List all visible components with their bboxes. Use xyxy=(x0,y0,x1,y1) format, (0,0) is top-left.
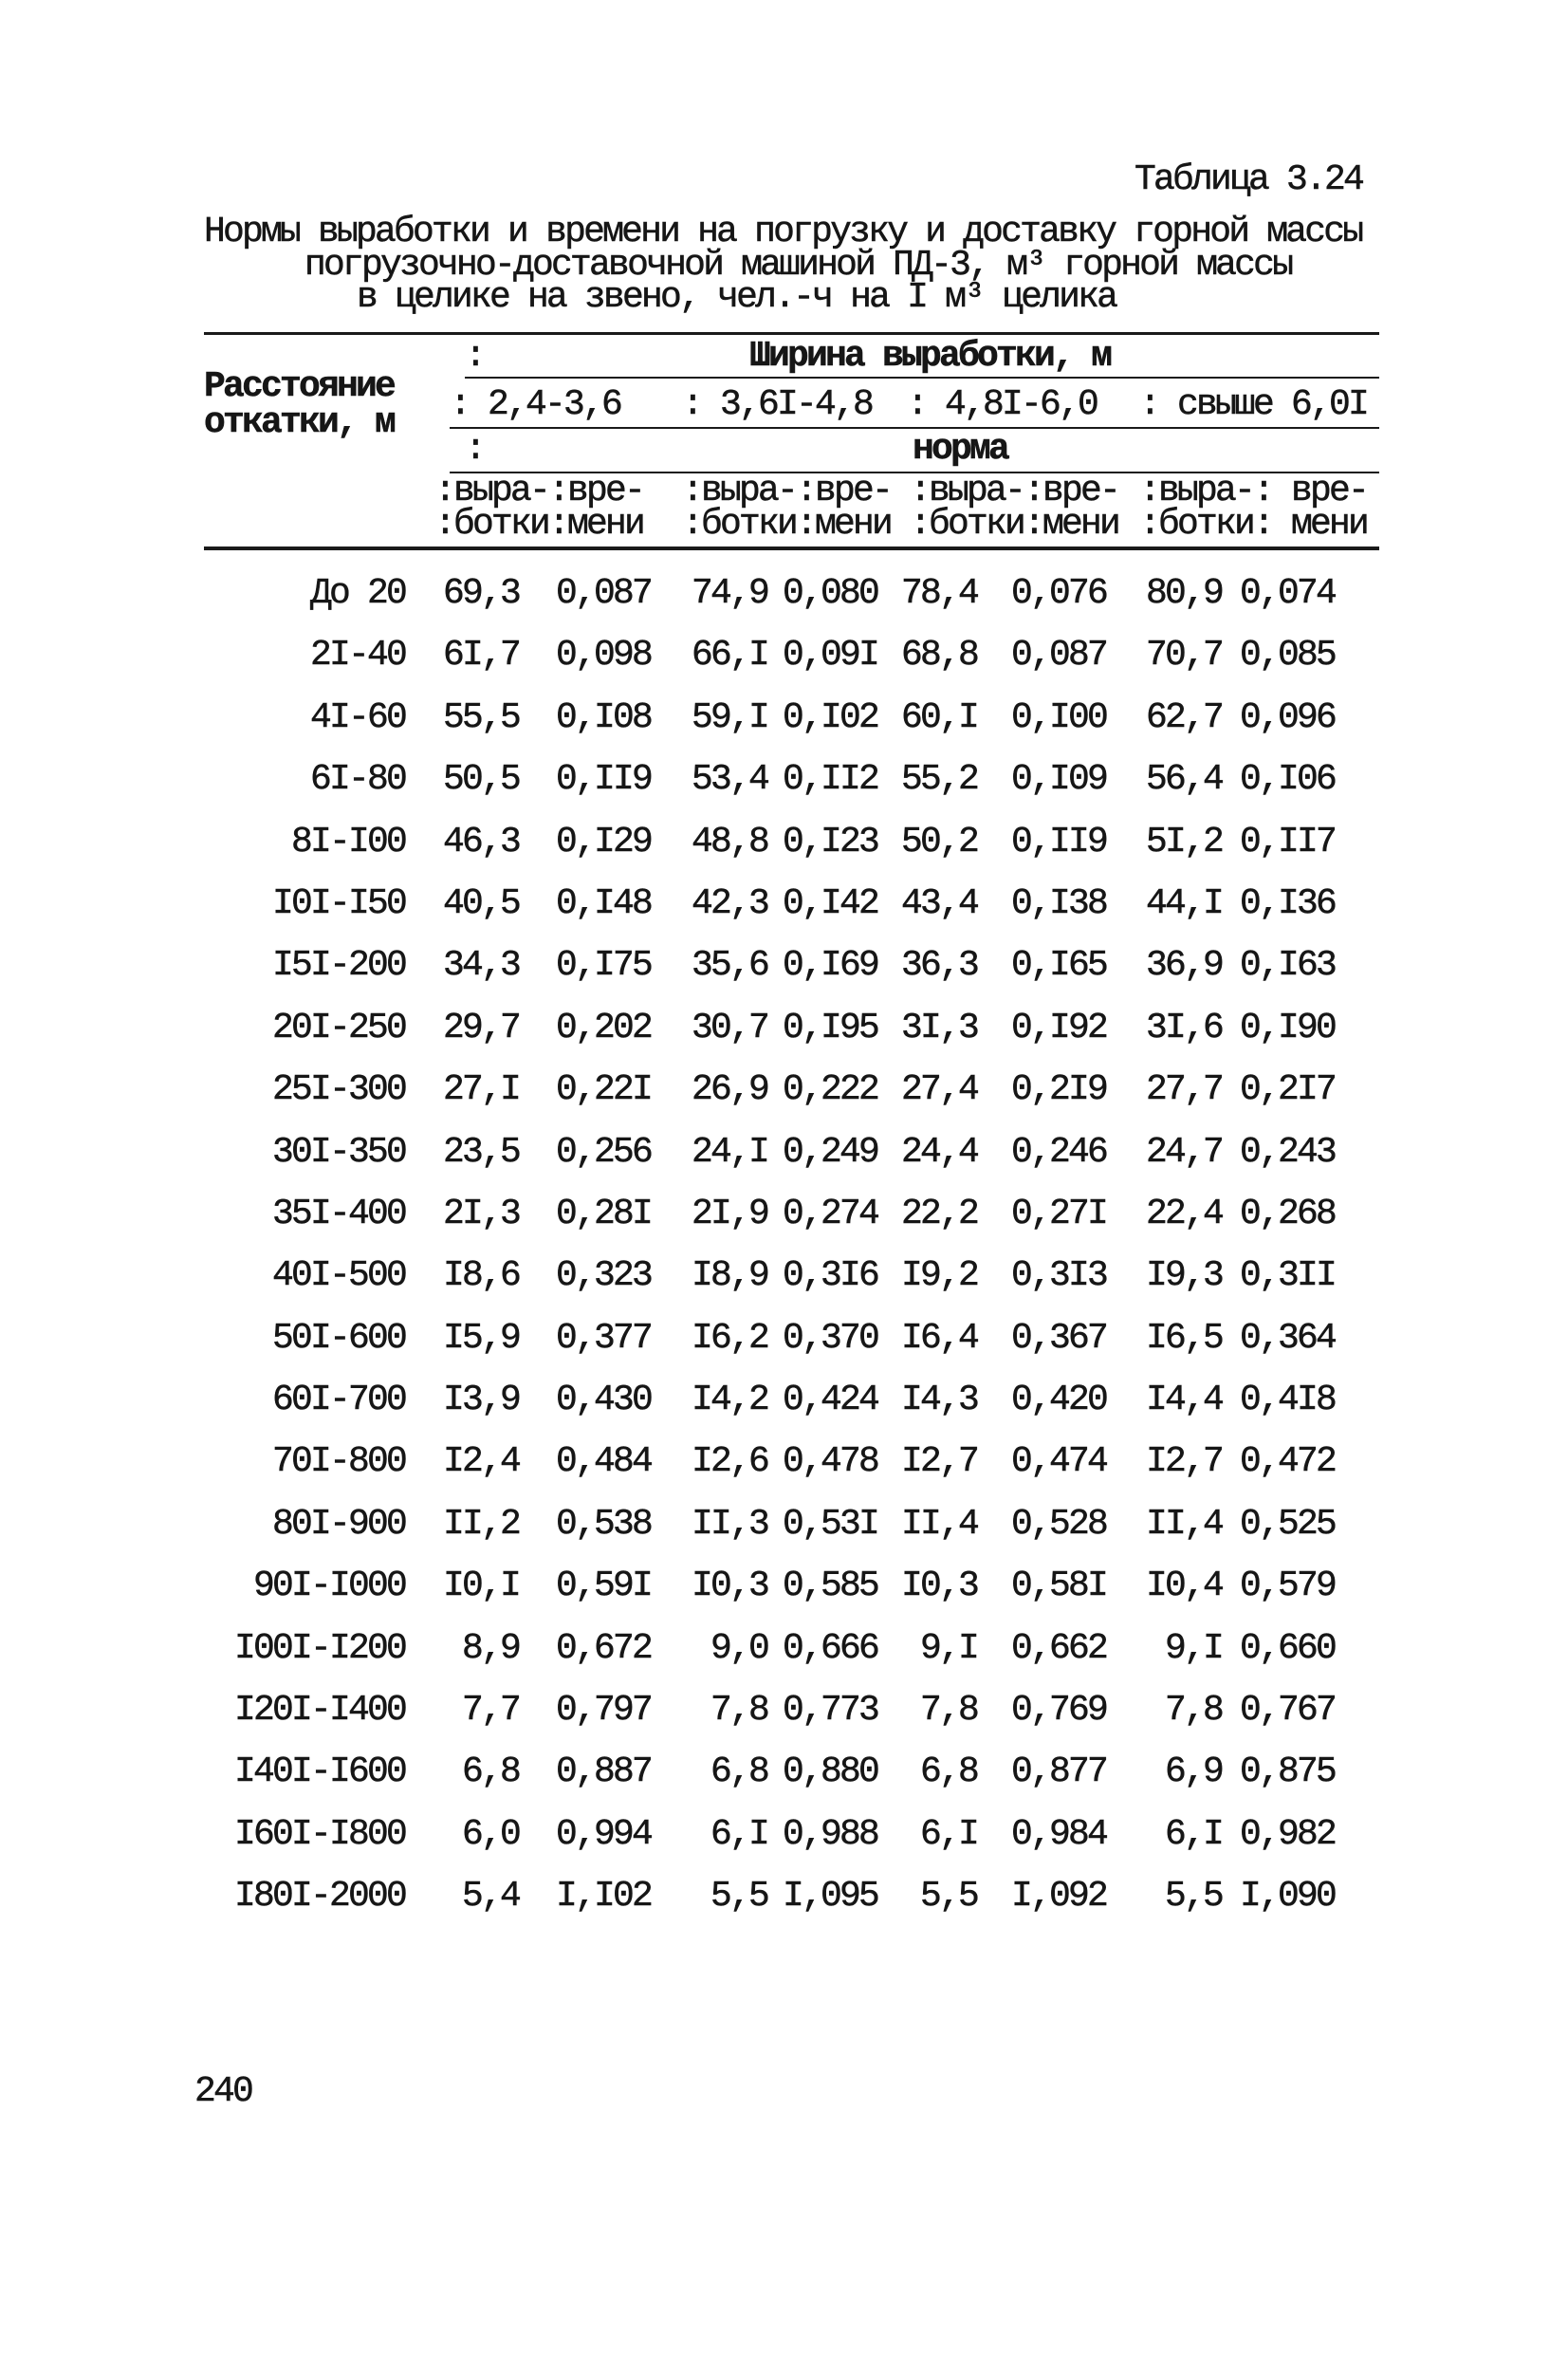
time-norm-cell: 0,249 xyxy=(782,1131,877,1173)
output-norm-cell: 46,3 xyxy=(442,821,519,862)
time-norm-cell: 0,887 xyxy=(555,1751,651,1793)
output-norm-cell: II,3 xyxy=(691,1503,767,1545)
output-norm-cell: 70,7 xyxy=(1145,635,1222,676)
table-row xyxy=(0,637,1568,698)
distance-cell: 8I-I00 xyxy=(290,821,405,862)
output-norm-cell: I4,4 xyxy=(1145,1380,1222,1421)
sub-header-line-2: :ботки:мени xyxy=(682,504,892,545)
time-norm-cell: 0,420 xyxy=(1010,1380,1106,1421)
time-norm-cell: 0,53I xyxy=(782,1503,877,1545)
time-norm-cell: 0,22I xyxy=(555,1069,651,1111)
output-norm-cell: 35,6 xyxy=(691,945,767,987)
time-norm-cell: 0,202 xyxy=(555,1007,651,1048)
table-row xyxy=(0,1627,1568,1692)
time-norm-cell: 0,II9 xyxy=(555,759,651,801)
output-norm-cell: 36,3 xyxy=(900,945,977,987)
time-norm-cell: 0,096 xyxy=(1239,696,1335,738)
output-norm-cell: 26,9 xyxy=(691,1069,767,1111)
time-norm-cell: 0,I75 xyxy=(555,945,651,987)
output-norm-cell: 6,9 xyxy=(1164,1751,1222,1793)
distance-cell: I00I-I200 xyxy=(233,1627,405,1669)
output-norm-cell: 6I,7 xyxy=(442,635,519,676)
output-norm-cell: 43,4 xyxy=(900,882,977,924)
output-norm-cell: 9,I xyxy=(919,1627,977,1669)
time-norm-cell: 0,I92 xyxy=(1010,1007,1106,1048)
distance-cell: I40I-I600 xyxy=(233,1751,405,1793)
table-header-bottom-rule xyxy=(204,547,1379,550)
output-norm-cell: I2,7 xyxy=(900,1441,977,1483)
output-norm-cell: I2,4 xyxy=(442,1441,519,1483)
output-norm-cell: 62,7 xyxy=(1145,696,1222,738)
time-norm-cell: 0,525 xyxy=(1239,1503,1335,1545)
output-norm-cell: 6,I xyxy=(1164,1813,1222,1855)
output-norm-cell: I6,4 xyxy=(900,1317,977,1359)
table-row xyxy=(0,1071,1568,1133)
time-norm-cell: 0,984 xyxy=(1010,1813,1106,1855)
output-norm-cell: I4,2 xyxy=(691,1380,767,1421)
output-norm-cell: 60,I xyxy=(900,696,977,738)
output-norm-cell: 22,4 xyxy=(1145,1193,1222,1234)
distance-cell: I20I-I400 xyxy=(233,1690,405,1732)
output-norm-cell: II,4 xyxy=(900,1503,977,1545)
distance-cell: 60I-700 xyxy=(271,1380,405,1421)
table-row xyxy=(0,1692,1568,1753)
time-norm-cell: 0,58I xyxy=(1010,1566,1106,1607)
output-norm-cell: 78,4 xyxy=(900,573,977,614)
output-norm-cell: II,4 xyxy=(1145,1503,1222,1545)
time-norm-cell: 0,377 xyxy=(555,1317,651,1359)
output-norm-cell: 7,8 xyxy=(710,1690,767,1732)
time-norm-cell: 0,672 xyxy=(555,1627,651,1669)
output-norm-cell: 50,2 xyxy=(900,821,977,862)
output-norm-cell: 7,8 xyxy=(1164,1690,1222,1732)
output-norm-cell: 6,8 xyxy=(710,1751,767,1793)
output-norm-cell: 50,5 xyxy=(442,759,519,801)
time-norm-cell: 0,I90 xyxy=(1239,1007,1335,1048)
time-norm-cell: 0,994 xyxy=(555,1813,651,1855)
output-norm-cell: I4,3 xyxy=(900,1380,977,1421)
time-norm-cell: 0,I09 xyxy=(1010,759,1106,801)
time-norm-cell: 0,59I xyxy=(555,1566,651,1607)
time-norm-cell: 0,773 xyxy=(782,1690,877,1732)
time-norm-cell: 0,4I8 xyxy=(1239,1380,1335,1421)
time-norm-cell: 0,080 xyxy=(782,573,877,614)
output-norm-cell: I9,3 xyxy=(1145,1255,1222,1297)
output-norm-cell: 30,7 xyxy=(691,1007,767,1048)
table-title-line-1: Нормы выработки и времени на погрузку и доставку горной массы xyxy=(204,212,1362,252)
table-row xyxy=(0,1195,1568,1257)
output-norm-cell: I0,3 xyxy=(691,1566,767,1607)
output-norm-cell: I9,2 xyxy=(900,1255,977,1297)
table-row xyxy=(0,761,1568,823)
time-norm-cell: 0,769 xyxy=(1010,1690,1106,1732)
time-norm-cell: 0,076 xyxy=(1010,573,1106,614)
time-norm-cell: 0,2I7 xyxy=(1239,1069,1335,1111)
output-norm-cell: 3I,6 xyxy=(1145,1007,1222,1048)
output-norm-cell: 9,I xyxy=(1164,1627,1222,1669)
output-norm-cell: 56,4 xyxy=(1145,759,1222,801)
table-row xyxy=(0,696,1568,761)
time-norm-cell: I,092 xyxy=(1010,1876,1106,1918)
distance-header-line-1: Расстояние xyxy=(204,366,395,407)
output-norm-cell: 40,5 xyxy=(442,882,519,924)
output-norm-cell: 68,8 xyxy=(900,635,977,676)
output-norm-cell: 74,9 xyxy=(691,573,767,614)
time-norm-cell: 0,472 xyxy=(1239,1441,1335,1483)
output-norm-cell: 5,5 xyxy=(710,1876,767,1918)
output-norm-cell: 42,3 xyxy=(691,882,767,924)
output-norm-cell: 29,7 xyxy=(442,1007,519,1048)
time-norm-cell: 0,767 xyxy=(1239,1690,1335,1732)
distance-cell: I80I-2000 xyxy=(233,1876,405,1918)
table-title-line-3: в целике на звено, чел.-ч на I м³ целика xyxy=(357,277,1116,318)
distance-cell: I0I-I50 xyxy=(271,882,405,924)
distance-cell: 80I-900 xyxy=(271,1503,405,1545)
time-norm-cell: 0,I06 xyxy=(1239,759,1335,801)
norm-header: норма xyxy=(913,429,1008,470)
time-norm-cell: 0,880 xyxy=(782,1751,877,1793)
time-norm-cell: 0,538 xyxy=(555,1503,651,1545)
time-norm-cell: 0,988 xyxy=(782,1813,877,1855)
output-norm-cell: 36,9 xyxy=(1145,945,1222,987)
time-norm-cell: 0,875 xyxy=(1239,1751,1335,1793)
output-norm-cell: I8,9 xyxy=(691,1255,767,1297)
output-norm-cell: 8,9 xyxy=(461,1627,519,1669)
output-norm-cell: II,2 xyxy=(442,1503,519,1545)
distance-cell: I60I-I800 xyxy=(233,1813,405,1855)
distance-cell: 40I-500 xyxy=(271,1255,405,1297)
time-norm-cell: 0,2I9 xyxy=(1010,1069,1106,1111)
output-norm-cell: 27,I xyxy=(442,1069,519,1111)
output-norm-cell: 22,2 xyxy=(900,1193,977,1234)
width-range-header: : 4,8I-6,0 xyxy=(907,384,1098,425)
time-norm-cell: 0,3I6 xyxy=(782,1255,877,1297)
output-norm-cell: 5,5 xyxy=(1164,1876,1222,1918)
distance-cell: 30I-350 xyxy=(271,1131,405,1173)
table-row xyxy=(0,575,1568,637)
output-norm-cell: I6,5 xyxy=(1145,1317,1222,1359)
output-norm-cell: 48,8 xyxy=(691,821,767,862)
output-norm-cell: 55,2 xyxy=(900,759,977,801)
distance-cell: 90I-I000 xyxy=(252,1566,405,1607)
time-norm-cell: 0,I48 xyxy=(555,882,651,924)
distance-cell: 2I-40 xyxy=(309,635,405,676)
output-norm-cell: I0,3 xyxy=(900,1566,977,1607)
output-norm-cell: 6,I xyxy=(710,1813,767,1855)
time-norm-cell: 0,II7 xyxy=(1239,821,1335,862)
output-norm-cell: 66,I xyxy=(691,635,767,676)
sub-header-line-2: :ботки:мени xyxy=(910,504,1119,545)
time-norm-cell: 0,256 xyxy=(555,1131,651,1173)
output-norm-cell: 27,7 xyxy=(1145,1069,1222,1111)
distance-cell: 70I-800 xyxy=(271,1441,405,1483)
column-separator: : xyxy=(465,336,485,377)
output-norm-cell: 24,4 xyxy=(900,1131,977,1173)
output-norm-cell: 7,8 xyxy=(919,1690,977,1732)
time-norm-cell: 0,074 xyxy=(1239,573,1335,614)
output-norm-cell: 69,3 xyxy=(442,573,519,614)
time-norm-cell: 0,085 xyxy=(1239,635,1335,676)
distance-cell: До 20 xyxy=(309,573,405,614)
time-norm-cell: 0,3II xyxy=(1239,1255,1335,1297)
width-range-header: : свыше 6,0I xyxy=(1139,384,1368,425)
distance-cell: 20I-250 xyxy=(271,1007,405,1048)
width-group-header: Ширина выработки, м xyxy=(749,336,1111,377)
sub-header-line-2: :ботки:мени xyxy=(434,504,644,545)
time-norm-cell: 0,087 xyxy=(1010,635,1106,676)
time-norm-cell: 0,797 xyxy=(555,1690,651,1732)
column-separator: : xyxy=(465,429,485,470)
table-row xyxy=(0,1567,1568,1629)
table-label: Таблица 3.24 xyxy=(1134,159,1363,200)
table-row xyxy=(0,1257,1568,1319)
time-norm-cell: 0,27I xyxy=(1010,1193,1106,1234)
time-norm-cell: I,090 xyxy=(1239,1876,1335,1918)
time-norm-cell: 0,424 xyxy=(782,1380,877,1421)
table-title-line-2: погрузочно-доставочной машиной ПД-3, м³ горной массы xyxy=(304,245,1292,286)
time-norm-cell: 0,I00 xyxy=(1010,696,1106,738)
output-norm-cell: I0,I xyxy=(442,1566,519,1607)
time-norm-cell: 0,323 xyxy=(555,1255,651,1297)
time-norm-cell: 0,484 xyxy=(555,1441,651,1483)
output-norm-cell: 7,7 xyxy=(461,1690,519,1732)
output-norm-cell: 2I,9 xyxy=(691,1193,767,1234)
time-norm-cell: 0,364 xyxy=(1239,1317,1335,1359)
time-norm-cell: 0,367 xyxy=(1010,1317,1106,1359)
time-norm-cell: 0,I23 xyxy=(782,821,877,862)
table-row xyxy=(0,1813,1568,1878)
time-norm-cell: 0,I69 xyxy=(782,945,877,987)
time-norm-cell: 0,I38 xyxy=(1010,882,1106,924)
group-header-rule xyxy=(465,377,1379,379)
time-norm-cell: 0,268 xyxy=(1239,1193,1335,1234)
output-norm-cell: 44,I xyxy=(1145,882,1222,924)
table-row xyxy=(0,1503,1568,1567)
width-range-header: : 3,6I-4,8 xyxy=(682,384,873,425)
table-row xyxy=(0,1007,1568,1071)
table-row xyxy=(0,1753,1568,1815)
time-norm-cell: 0,I42 xyxy=(782,882,877,924)
table-row xyxy=(0,1317,1568,1381)
time-norm-cell: 0,478 xyxy=(782,1441,877,1483)
time-norm-cell: 0,660 xyxy=(1239,1627,1335,1669)
time-norm-cell: 0,087 xyxy=(555,573,651,614)
distance-cell: 4I-60 xyxy=(309,696,405,738)
table-row xyxy=(0,1381,1568,1443)
sub-header-line-1: :выра-:вре- xyxy=(910,471,1119,511)
output-norm-cell: 6,8 xyxy=(461,1751,519,1793)
output-norm-cell: 6,0 xyxy=(461,1813,519,1855)
output-norm-cell: 34,3 xyxy=(442,945,519,987)
output-norm-cell: 23,5 xyxy=(442,1131,519,1173)
distance-header-line-2: откатки, м xyxy=(204,402,395,443)
time-norm-cell: 0,I02 xyxy=(782,696,877,738)
distance-cell: I5I-200 xyxy=(271,945,405,987)
time-norm-cell: 0,877 xyxy=(1010,1751,1106,1793)
time-norm-cell: 0,243 xyxy=(1239,1131,1335,1173)
sub-header-line-1: :выра-: вре- xyxy=(1139,471,1368,511)
output-norm-cell: 80,9 xyxy=(1145,573,1222,614)
output-norm-cell: I3,9 xyxy=(442,1380,519,1421)
table-row xyxy=(0,1443,1568,1505)
table-row xyxy=(0,882,1568,947)
time-norm-cell: 0,I29 xyxy=(555,821,651,862)
time-norm-cell: 0,222 xyxy=(782,1069,877,1111)
table-row xyxy=(0,947,1568,1009)
output-norm-cell: 3I,3 xyxy=(900,1007,977,1048)
table-row xyxy=(0,1131,1568,1195)
sub-header-line-1: :выра-:вре- xyxy=(434,471,644,511)
page-number: 240 xyxy=(194,2071,252,2112)
sub-header-line-1: :выра-:вре- xyxy=(682,471,892,511)
time-norm-cell: 0,430 xyxy=(555,1380,651,1421)
table-top-rule xyxy=(204,332,1379,335)
sub-header-line-2: :ботки: мени xyxy=(1139,504,1368,545)
output-norm-cell: 5I,2 xyxy=(1145,821,1222,862)
distance-cell: 35I-400 xyxy=(271,1193,405,1234)
output-norm-cell: I2,6 xyxy=(691,1441,767,1483)
time-norm-cell: 0,579 xyxy=(1239,1566,1335,1607)
output-norm-cell: 24,7 xyxy=(1145,1131,1222,1173)
time-norm-cell: 0,666 xyxy=(782,1627,877,1669)
time-norm-cell: 0,II9 xyxy=(1010,821,1106,862)
time-norm-cell: 0,098 xyxy=(555,635,651,676)
table-row xyxy=(0,1878,1568,1939)
time-norm-cell: 0,I08 xyxy=(555,696,651,738)
time-norm-cell: 0,I95 xyxy=(782,1007,877,1048)
time-norm-cell: I,095 xyxy=(782,1876,877,1918)
time-norm-cell: 0,09I xyxy=(782,635,877,676)
time-norm-cell: 0,28I xyxy=(555,1193,651,1234)
distance-cell: 6I-80 xyxy=(309,759,405,801)
output-norm-cell: 6,8 xyxy=(919,1751,977,1793)
output-norm-cell: 59,I xyxy=(691,696,767,738)
width-range-header: : 2,4-3,6 xyxy=(450,384,621,425)
time-norm-cell: 0,585 xyxy=(782,1566,877,1607)
output-norm-cell: 27,4 xyxy=(900,1069,977,1111)
time-norm-cell: 0,246 xyxy=(1010,1131,1106,1173)
output-norm-cell: I2,7 xyxy=(1145,1441,1222,1483)
time-norm-cell: 0,528 xyxy=(1010,1503,1106,1545)
time-norm-cell: 0,I36 xyxy=(1239,882,1335,924)
output-norm-cell: I6,2 xyxy=(691,1317,767,1359)
time-norm-cell: 0,I65 xyxy=(1010,945,1106,987)
output-norm-cell: I8,6 xyxy=(442,1255,519,1297)
output-norm-cell: 6,I xyxy=(919,1813,977,1855)
output-norm-cell: 53,4 xyxy=(691,759,767,801)
output-norm-cell: 5,5 xyxy=(919,1876,977,1918)
time-norm-cell: 0,3I3 xyxy=(1010,1255,1106,1297)
output-norm-cell: I5,9 xyxy=(442,1317,519,1359)
output-norm-cell: 9,0 xyxy=(710,1627,767,1669)
time-norm-cell: 0,I63 xyxy=(1239,945,1335,987)
time-norm-cell: 0,662 xyxy=(1010,1627,1106,1669)
table-row xyxy=(0,821,1568,885)
time-norm-cell: I,I02 xyxy=(555,1876,651,1918)
output-norm-cell: 2I,3 xyxy=(442,1193,519,1234)
time-norm-cell: 0,982 xyxy=(1239,1813,1335,1855)
output-norm-cell: 55,5 xyxy=(442,696,519,738)
distance-cell: 25I-300 xyxy=(271,1069,405,1111)
time-norm-cell: 0,274 xyxy=(782,1193,877,1234)
time-norm-cell: 0,474 xyxy=(1010,1441,1106,1483)
distance-cell: 50I-600 xyxy=(271,1317,405,1359)
time-norm-cell: 0,370 xyxy=(782,1317,877,1359)
output-norm-cell: I0,4 xyxy=(1145,1566,1222,1607)
output-norm-cell: 5,4 xyxy=(461,1876,519,1918)
time-norm-cell: 0,II2 xyxy=(782,759,877,801)
table-body xyxy=(0,575,1568,1940)
output-norm-cell: 24,I xyxy=(691,1131,767,1173)
